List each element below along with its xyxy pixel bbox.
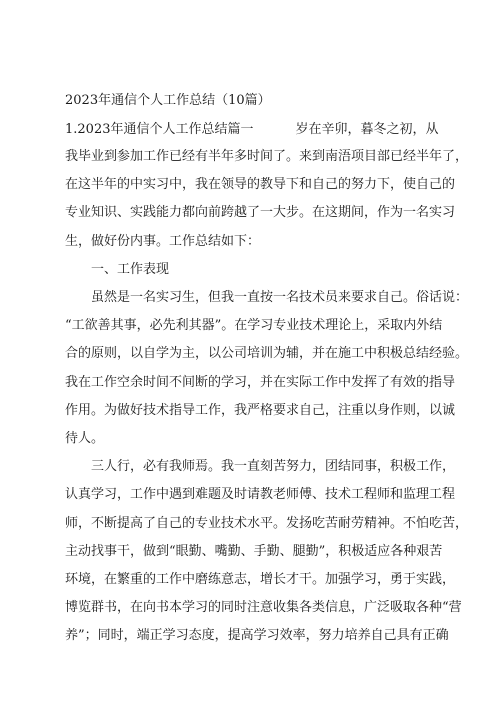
paragraph-line: 作用。为做好技术指导工作，我严格要求自己，注重以身作则，以诚	[65, 402, 456, 418]
paragraph-line: 三人行，必有我师焉。我一直刻苦努力，团结同事，积极工作，	[65, 459, 456, 475]
paragraph-line: 养”；同时，端正学习态度，提高学习效率，努力培养自己具有正确	[65, 628, 449, 644]
paragraph-line: 生，做好份内事。工作总结如下：	[65, 233, 261, 249]
paragraph-line: “工欲善其事，必先利其器”。在学习专业技术理论上，采取内外结	[65, 318, 443, 334]
paragraph-line: 环境，在繁重的工作中磨练意志，增长才干。加强学习，勇于实践，	[65, 572, 456, 587]
paragraph-line: 虽然是一名实习生，但我一直按一名技术员来要求自己。俗话说：	[65, 290, 469, 305]
document-title: 2023年通信个人工作总结（10篇）	[65, 93, 271, 108]
paragraph-line: 主动找事干，做到“眼勤、嘴勤、手勤、腿勤”，积极适应各种艰苦	[65, 543, 443, 559]
section-heading-line	[65, 121, 439, 139]
paragraph-line: 专业知识、实践能力都向前跨越了一大步。在这期间，作为一名实习	[65, 205, 456, 221]
paragraph-line: 待人。	[65, 431, 105, 446]
section-heading: 1.2023年通信个人工作总结篇一	[65, 122, 254, 137]
paragraph-line: 合的原则，以自学为主，以公司培训为辅，并在施工中积极总结经验。	[65, 346, 469, 362]
paragraph-line: 在这半年的中实习中，我在领导的教导下和自己的努力下，使自己的	[65, 177, 456, 193]
paragraph-line: 我毕业到参加工作已经有半年多时间了。来到南浯项目部已经半年了，	[65, 149, 469, 164]
paragraph-line: 师，不断提高了自己的专业技术水平。发扬吃苦耐劳精神。不怕吃苦，	[65, 515, 469, 531]
section-first-text: 岁在辛卯，暮冬之初，从	[295, 122, 439, 137]
paragraph-line: 我在工作空余时间不间断的学习，并在实际工作中发挥了有效的指导	[65, 374, 456, 390]
paragraph-line: 一、工作表现	[65, 261, 170, 277]
paragraph-line: 认真学习，工作中遇到难题及时请教老师傅、技术工程师和监理工程	[65, 487, 456, 503]
paragraph-line: 博览群书，在向书本学习的同时注意收集各类信息，广泛吸取各种“营	[65, 600, 462, 616]
